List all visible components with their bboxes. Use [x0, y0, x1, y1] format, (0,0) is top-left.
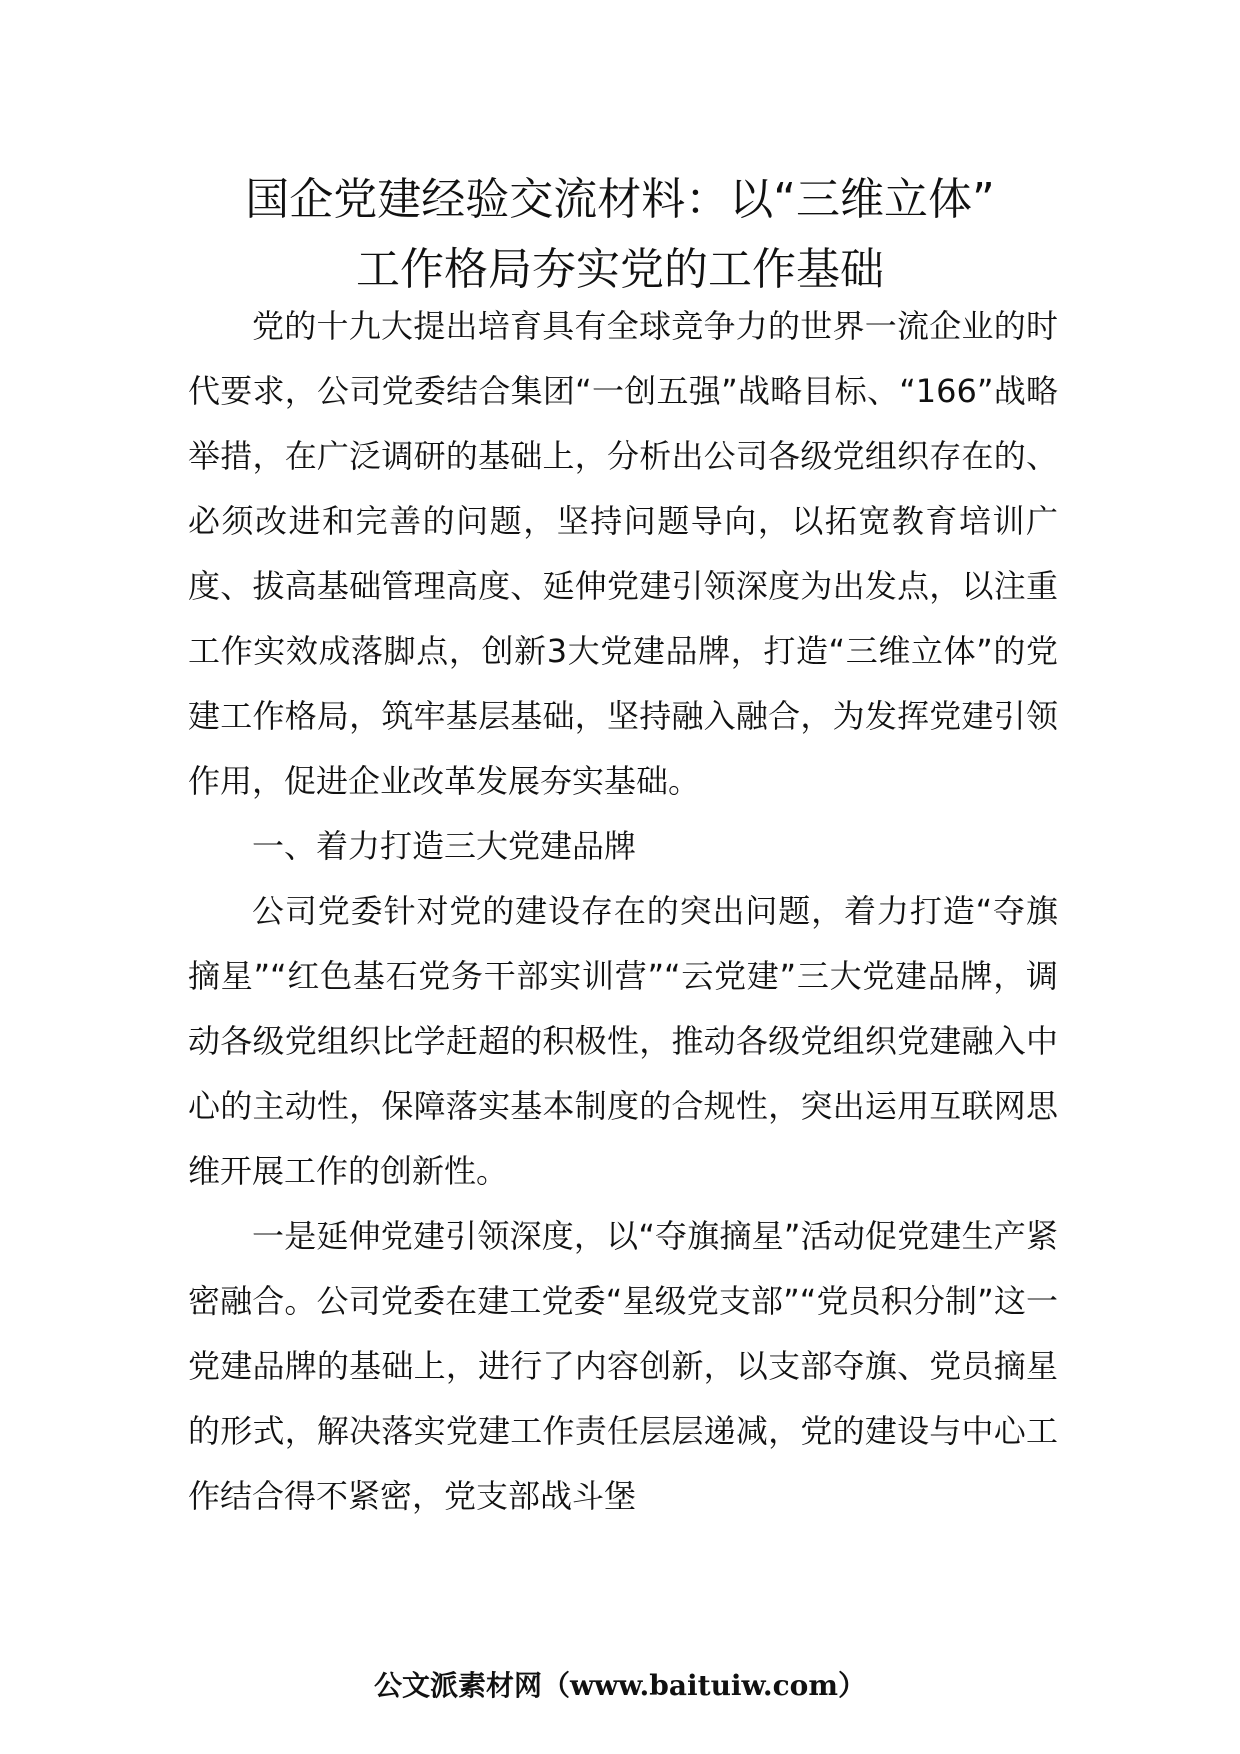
body-paragraph: 公司党委针对党的建设存在的突出问题，着力打造“夺旗摘星”“红色基石党务干部实训营”“云党建”三大党建品牌，调动各级党组织比学赶超的积极性，推动各级党组织党建融入中心的主动性，保障落实基本制度的合规性，突出运用互联网思维开展工作的创新性。	[188, 892, 1058, 1190]
section-heading-1: 一、着力打造三大党建品牌	[252, 827, 637, 865]
body-paragraph: 一是延伸党建引领深度，以“夺旗摘星”活动促党建生产紧密融合。公司党委在建工党委“星级党支部”“党员积分制”这一党建品牌的基础上，进行了内容创新，以支部夺旗、党员摘星的形式，解决落实党建工作责任层层递减，党的建设与中心工作结合得不紧密，党支部战斗堡	[188, 1217, 1058, 1515]
page-footer-watermark: 公文派素材网（www.baituiw.com）	[374, 1669, 866, 1702]
document-title-line-2: 工作格局夯实党的工作基础	[356, 244, 884, 295]
document-title-line-1: 国企党建经验交流材料：以“三维立体”	[245, 174, 995, 225]
intro-paragraph: 党的十九大提出培育具有全球竞争力的世界一流企业的时代要求，公司党委结合集团“一创五强”战略目标、“166”战略举措，在广泛调研的基础上，分析出公司各级党组织存在的、必须改进和完善的问题，坚持问题导向，以拓宽教育培训广度、拔高基础管理高度、延伸党建引领深度为出发点，以注重工作实效成落脚点，创新3大党建品牌，打造“三维立体”的党建工作格局，筑牢基层基础，坚持融入融合，为发挥党建引领作用，促进企业改革发展夯实基础。	[188, 307, 1058, 800]
document-body	[188, 294, 1058, 1529]
